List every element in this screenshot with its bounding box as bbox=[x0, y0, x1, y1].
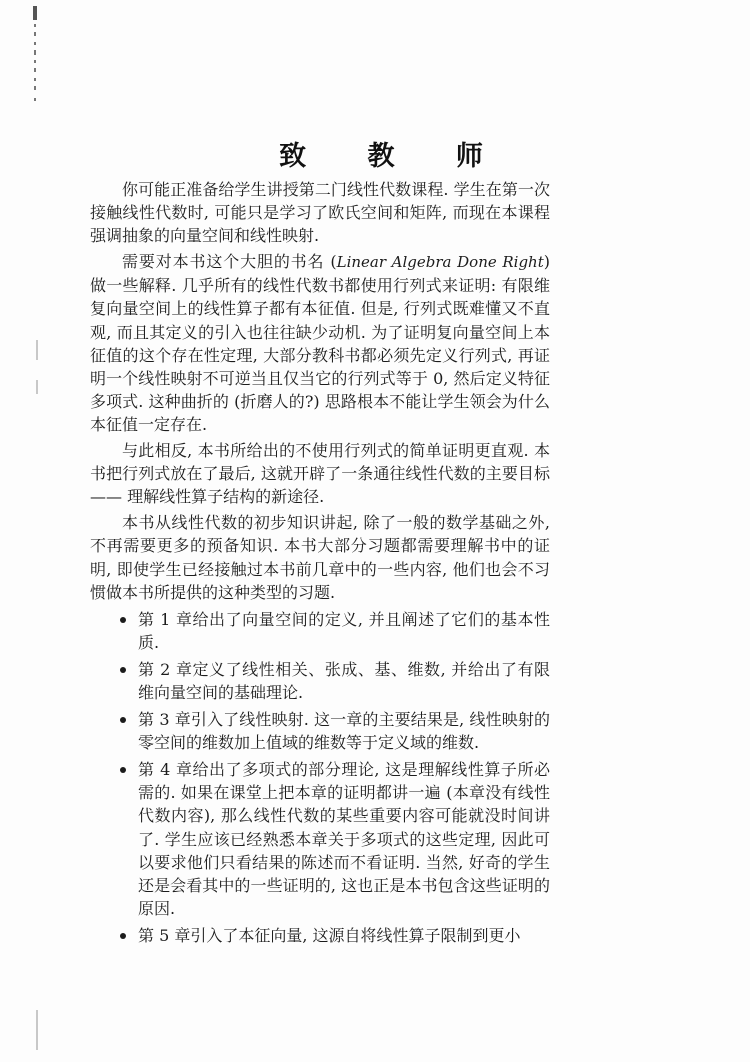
list-item bbox=[90, 924, 550, 947]
list-item-text: 第 5 章引入了本征向量, 这源自将线性算子限制到更小 bbox=[138, 925, 521, 945]
paragraph-text: 需要对本书这个大胆的书名 ( bbox=[122, 252, 337, 272]
bullet-icon bbox=[120, 617, 126, 623]
paragraph-intro: 你可能正准备给学生讲授第二门线性代数课程. 学生在第一次接触线性代数时, 可能只是学习了欧氏空间和矩阵, 而现在本课程强调抽象的向量空间和线性映射. bbox=[90, 180, 550, 246]
paragraph-prerequisites: 本书从线性代数的初步知识讲起, 除了一般的数学基础之外, 不再需要更多的预备知识. 本书大部分习题都需要理解书中的证明, 即使学生已经接触过本书前几章中的一些内容, 他们也会不习惯做本书所提供的这种类型的习题. bbox=[90, 513, 550, 602]
list-item-text: 第 4 章给出了多项式的部分理论, 这是理解线性算子所必需的. 如果在课堂上把本章的证明都讲一遍 (本章没有线性代数内容), 那么线性代数的某些重要内容可能就没时间讲了. 学生应该已经熟悉本章关于多项式的这些定理, 因此可以要求他们只看结果的陈述而不看证明. 当然, 好奇的学生还是会看其中的一些证明的, 这也正是本书包含这些证明的原因. bbox=[138, 760, 550, 918]
book-title-english: Linear Algebra Done Right bbox=[336, 253, 544, 272]
chapter-list bbox=[90, 608, 550, 947]
list-item-text: 第 2 章定义了线性相关、张成、基、维数, 并给出了有限维向量空间的基础理论. bbox=[138, 659, 550, 702]
bullet-icon bbox=[120, 717, 126, 723]
list-item-text: 第 1 章给出了向量空间的定义, 并且阐述了它们的基本性质. bbox=[138, 609, 550, 652]
paragraph-book-title bbox=[90, 250, 550, 436]
bullet-icon bbox=[120, 767, 126, 773]
scan-noise-mark bbox=[36, 380, 38, 394]
paragraph-contrast: 与此相反, 本书所给出的不使用行列式的简单证明更直观. 本书把行列式放在了最后, 这就开辟了一条通往线性代数的主要目标 —— 理解线性算子结构的新途径. bbox=[90, 441, 550, 507]
page-title: 致 教 师 bbox=[279, 141, 509, 172]
bullet-icon bbox=[120, 933, 126, 939]
list-item-text: 第 3 章引入了线性映射. 这一章的主要结果是, 线性映射的零空间的维数加上值域的维数等于定义域的维数. bbox=[138, 710, 550, 753]
scan-noise-mark bbox=[36, 340, 38, 360]
list-item bbox=[90, 658, 550, 704]
paragraph-text: ) 做一些解释. 几乎所有的线性代数书都使用行列式来证明: 有限维复向量空间上的线性算子都有本征值. 但是, 行列式既难懂又不直观, 而且其定义的引入也往往缺少动机. 为了证明复向量空间上本征值的这个存在性定理, 大部分教科书都必须先定义行列式, 再证明一个线性映射不可逆当且仅当它的行列式等于 0, 然后定义特征多项式. 这种曲折的 (折磨人的?) 思路根本不能让学生领会为什么本征值一定存在. bbox=[90, 252, 550, 434]
list-item bbox=[90, 708, 550, 754]
scan-noise-mark bbox=[36, 1010, 38, 1050]
scan-edge-artifact bbox=[30, 6, 42, 116]
list-item bbox=[90, 608, 550, 654]
body-text bbox=[90, 178, 550, 951]
list-item bbox=[90, 758, 550, 920]
bullet-icon bbox=[120, 667, 126, 673]
